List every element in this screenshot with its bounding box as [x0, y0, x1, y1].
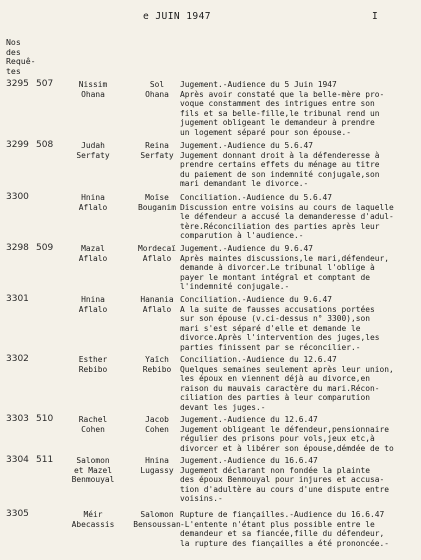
case-summary: Conciliation.-Audience du 12.6.47 Quelques semaines seulement après leur union, les époux en viennent déjà au divorce,en raison du mauvais caractère du mari.Récon- ciliation des parties à leur comparution devant les juges.-: [180, 355, 394, 412]
defendant-name: Hanania Aflalo: [140, 295, 174, 314]
judgment-number: 509: [36, 243, 54, 253]
request-number: 3304: [6, 455, 29, 465]
judgment-number: 508: [36, 140, 54, 150]
register-entry: [0, 79, 421, 137]
plaintiff-name: Hnina Aflalo: [78, 295, 108, 314]
plaintiff-name: Salomon et Mazel Benmouyal: [71, 456, 115, 485]
register-entry: [0, 294, 421, 352]
defendant-name: Salomon Bensoussan: [133, 510, 181, 529]
request-number: 3300: [6, 192, 29, 202]
case-summary: Jugement.-Audience du 5.6.47 Jugement donnant droit à la défenderesse à prendre certains effets du ménage au titre du paiement de son indemnité conjugale,son mari demandant le divorce.-: [180, 141, 380, 189]
plaintiff-name: Esther Rebibo: [78, 355, 108, 374]
request-number: 3302: [6, 354, 29, 364]
plaintiff-name: Judah Serfaty: [76, 141, 110, 160]
plaintiff-name: Hnina Aflalo: [78, 193, 108, 212]
request-number: 3305: [6, 509, 29, 519]
defendant-name: Jacob Cohen: [145, 415, 169, 434]
plaintiff-name: Méir Abecassis: [71, 510, 115, 529]
register-entry: [0, 509, 421, 548]
request-number: 3301: [6, 294, 29, 304]
case-summary: Conciliation.-Audience du 5.6.47 Discussion entre voisins au cours de laquelle le défendeur a accusé la demanderesse d'adul- tère.Réconciliation des parties après leur comparution à l'audience.-: [180, 193, 394, 241]
register-entry: [0, 414, 421, 453]
judgment-number: 507: [36, 79, 54, 89]
register-entry: [0, 455, 421, 504]
case-summary: Conciliation.-Audience du 9.6.47 A la suite de fausses accusations portées sur son épouse (v.ci-dessus n° 3300),son mari s'est séparé d'elle et demande le divorce.Après l'intervention des juges,les parties finissent par se réconcilier.-: [180, 295, 380, 352]
request-number: 3299: [6, 140, 29, 150]
register-entry: [0, 192, 421, 241]
case-summary: Jugement.-Audience du 12.6.47 Jugement obligeant le défendeur,pensionnaire régulier des prisons pour vols,jeux etc,à divorcer et à libérer son épouse,démdée de to: [180, 415, 394, 453]
case-summary: Jugement.-Audience du 16.6.47 Jugement déclarant non fondée la plainte des époux Benmouyal pour injures et accusa- tion d'adultère au cours d'une dispute entre voisins.-: [180, 456, 390, 504]
plaintiff-name: Rachel Cohen: [78, 415, 108, 434]
request-number: 3303: [6, 414, 29, 424]
judgment-number: 510: [36, 414, 54, 424]
case-summary: Jugement.-Audience du 9.6.47 Après maintes discussions,le mari,défendeur, demande à divorcer.Le tribunal l'oblige à payer le montant intégral et comptant de l'indemnité conjugale.-: [180, 244, 390, 292]
request-number: 3295: [6, 79, 29, 89]
page-number: I: [372, 11, 378, 22]
defendant-name: Moïse Bouganim: [137, 193, 176, 212]
request-number: 3298: [6, 243, 29, 253]
plaintiff-name: Nissim Ohana: [78, 80, 108, 99]
defendant-name: Sol Ohana: [145, 80, 169, 99]
judgment-number: 511: [36, 455, 54, 465]
register-entry: [0, 354, 421, 412]
document-date-header: e JUIN 1947: [143, 11, 211, 22]
column-header-request-numbers: Nos des Requê- tes: [6, 37, 36, 76]
register-entry: [0, 140, 421, 189]
plaintiff-name: Mazal Aflalo: [78, 244, 108, 263]
register-entry: [0, 243, 421, 292]
case-summary: Rupture de fiançailles.-Audience du 16.6.47 -L'entente n'étant plus possible entre le demandeur et sa fiancée,fille du défendeur, la rupture des fiançailles a été prononcée.-: [180, 510, 390, 548]
defendant-name: Mordecaï Aflalo: [137, 244, 176, 263]
defendant-name: Reina Serfaty: [140, 141, 174, 160]
defendant-name: Yaïch Rebibo: [142, 355, 172, 374]
defendant-name: Hnina Lugassy: [140, 456, 174, 475]
case-summary: Jugement.-Audience du 5 Juin 1947 Après avoir constaté que la belle-mère pro- voque constamment des intrigues entre son fils et sa belle-fille,le tribunal rend un jugement obligeant le demandeur à prendre un logement séparé pour son épouse.-: [180, 80, 385, 137]
